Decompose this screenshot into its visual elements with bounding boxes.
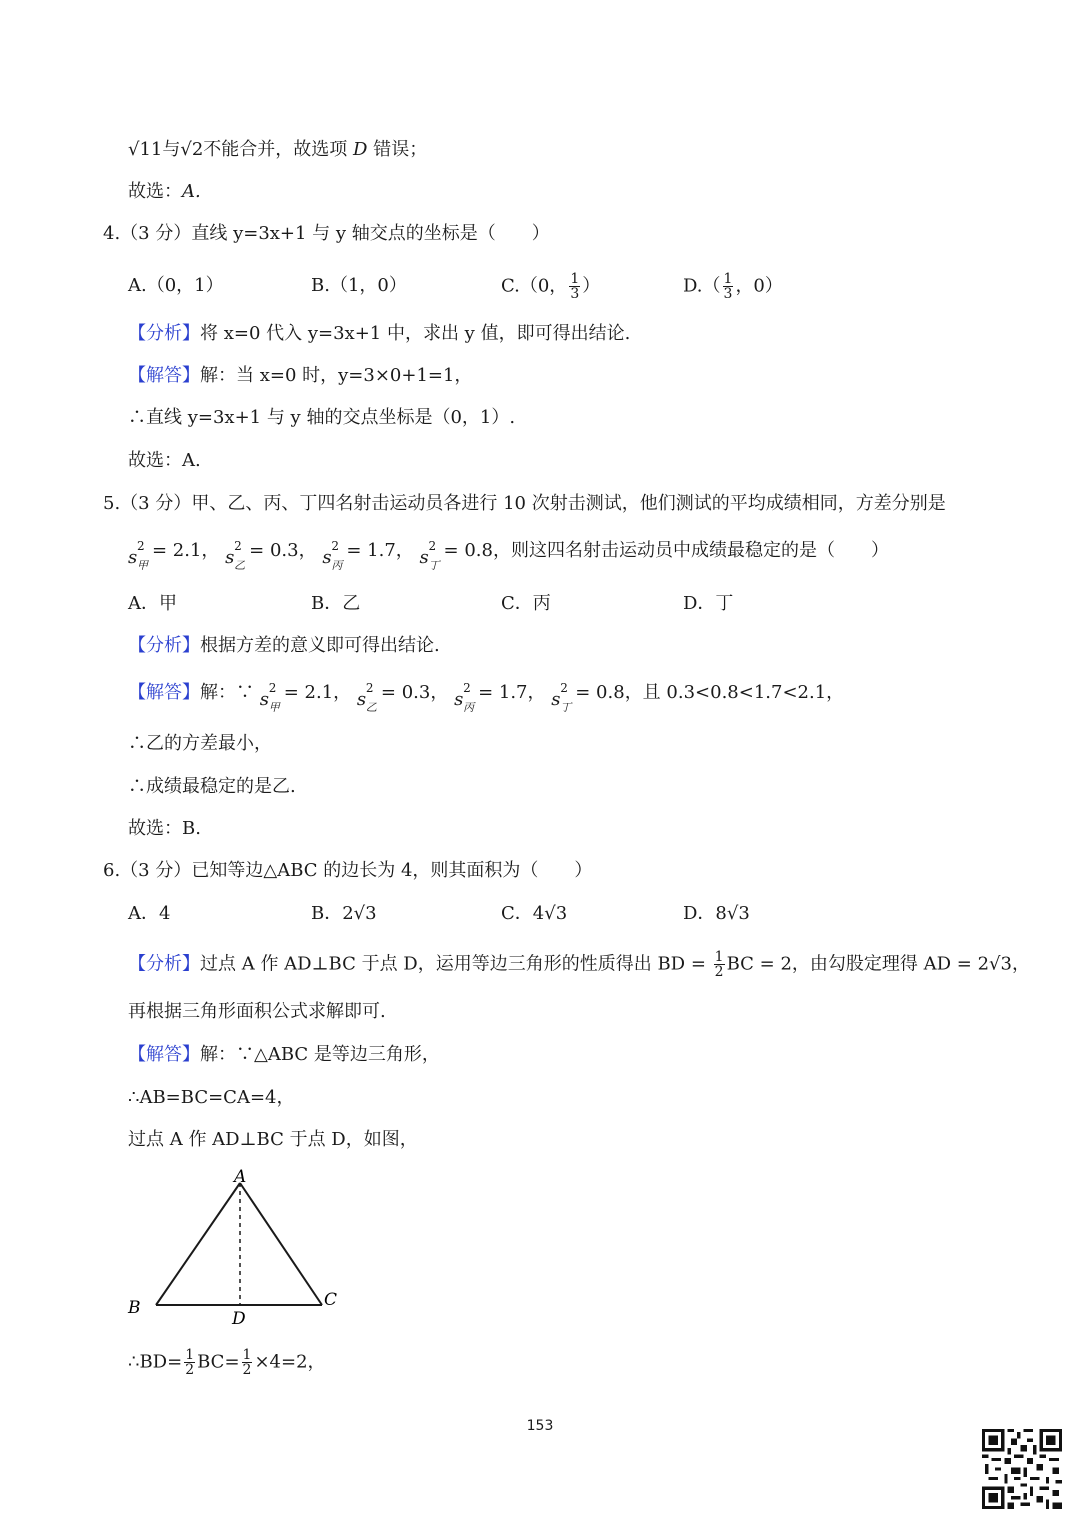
q5-option-b[interactable]: B．乙 — [311, 593, 361, 614]
q4-option-c[interactable]: C.（0， $\frac{1}{3}$ ） — [501, 271, 601, 302]
q4-answer: 故选：A. — [128, 450, 201, 471]
side-ac — [240, 1183, 322, 1305]
q6-option-b[interactable]: B．2√3 — [311, 903, 377, 924]
q6-therefore-1: ∴AB=BC=CA=4， — [128, 1087, 295, 1108]
q5-variance-line: s 2 甲 = 2.1， s 2 乙 = 0.3， s 2 丙 = 1.7， s 2 丁 = 0.8，则这四名射击运动员中成绩最稳定的是（ ） — [128, 536, 889, 566]
side-ab — [156, 1183, 240, 1305]
question-5: 5.（3 分）甲、乙、丙、丁四名射击运动员各进行 10 次射击测试，他们测试的平均成绩相同，方差分别是 — [103, 493, 946, 514]
page-number: 153 — [526, 1418, 554, 1434]
fraction: $\frac{1}{2}$ — [185, 1347, 195, 1378]
q4-option-d[interactable]: D.（ $\frac{1}{3}$ ，0） — [683, 271, 783, 302]
fraction: $\frac{1}{3}$ — [570, 271, 580, 302]
answer-line: 故选：A. — [128, 181, 201, 202]
triangle-figure — [120, 1165, 350, 1335]
q4-option-a[interactable]: A.（0，1） — [128, 275, 224, 296]
q5-therefore-2: ∴成绩最稳定的是乙. — [128, 776, 296, 797]
variance-symbol: s 2 丙 — [454, 681, 475, 714]
q6-option-c[interactable]: C．4√3 — [501, 903, 568, 924]
question-6: 6.（3 分）已知等边△ABC 的边长为 4，则其面积为（ ） — [103, 860, 593, 881]
variance-symbol: s 2 丁 — [551, 681, 572, 714]
q5-solution: 【解答】解：∵ s 2 甲 = 2.1， s 2 乙 = 0.3， s 2 丙 = 1.7， s 2 丁 = 0.8，且 0.3<0.8<1.7<2.1， — [128, 678, 844, 708]
fraction: $\frac{1}{3}$ — [723, 271, 733, 302]
q6-solution: 【解答】解：∵△ABC 是等边三角形， — [128, 1044, 440, 1065]
q6-option-a[interactable]: A．4 — [128, 903, 171, 924]
vertex-label-a: A — [234, 1167, 247, 1187]
qr-code-icon — [982, 1429, 1062, 1509]
q4-therefore: ∴直线 y=3x+1 与 y 轴的交点坐标是（0，1）. — [128, 407, 516, 428]
vertex-label-c: C — [324, 1290, 338, 1310]
q5-therefore-1: ∴乙的方差最小， — [128, 733, 272, 754]
fraction: $\frac{1}{2}$ — [714, 949, 724, 980]
text-line: √11与√2不能合并，故选项 D 错误； — [128, 139, 428, 160]
question-4: 4.（3 分）直线 y=3x+1 与 y 轴交点的坐标是（ ） — [103, 223, 550, 244]
variance-symbol: s 2 丙 — [322, 539, 343, 572]
variance-symbol: s 2 乙 — [356, 681, 377, 714]
variance-symbol: s 2 丁 — [419, 539, 440, 572]
q6-analysis-line2: 再根据三角形面积公式求解即可. — [128, 1001, 386, 1022]
q5-answer: 故选：B. — [128, 818, 201, 839]
point-label-d: D — [232, 1309, 246, 1329]
q6-option-d[interactable]: D．8√3 — [683, 903, 750, 924]
variance-symbol: s 2 乙 — [225, 539, 246, 572]
q4-analysis: 【分析】将 x=0 代入 y=3x+1 中，求出 y 值，即可得出结论. — [128, 323, 631, 344]
variance-symbol: s 2 甲 — [128, 539, 148, 572]
q4-solution: 【解答】解：当 x=0 时，y=3×0+1=1， — [128, 365, 473, 386]
q5-option-c[interactable]: C．丙 — [501, 593, 551, 614]
q5-analysis: 【分析】根据方差的意义即可得出结论. — [128, 635, 440, 656]
q5-option-d[interactable]: D．丁 — [683, 593, 734, 614]
fraction: $\frac{1}{2}$ — [242, 1347, 252, 1378]
q4-option-b[interactable]: B.（1，0） — [311, 275, 407, 296]
q6-bd-calc: ∴BD= $\frac{1}{2}$ BC= $\frac{1}{2}$ ×4=2， — [128, 1347, 326, 1378]
variance-symbol: s 2 甲 — [259, 681, 280, 714]
q6-construction: 过点 A 作 AD⊥BC 于点 D，如图， — [128, 1129, 418, 1150]
q5-option-a[interactable]: A．甲 — [128, 593, 177, 614]
q6-analysis: 【分析】过点 A 作 AD⊥BC 于点 D，运用等边三角形的性质得出 BD = $\frac{1}{2}$ BC = 2，由勾股定理得 AD = 2√3， — [128, 949, 1030, 980]
vertex-label-b: B — [128, 1298, 141, 1318]
